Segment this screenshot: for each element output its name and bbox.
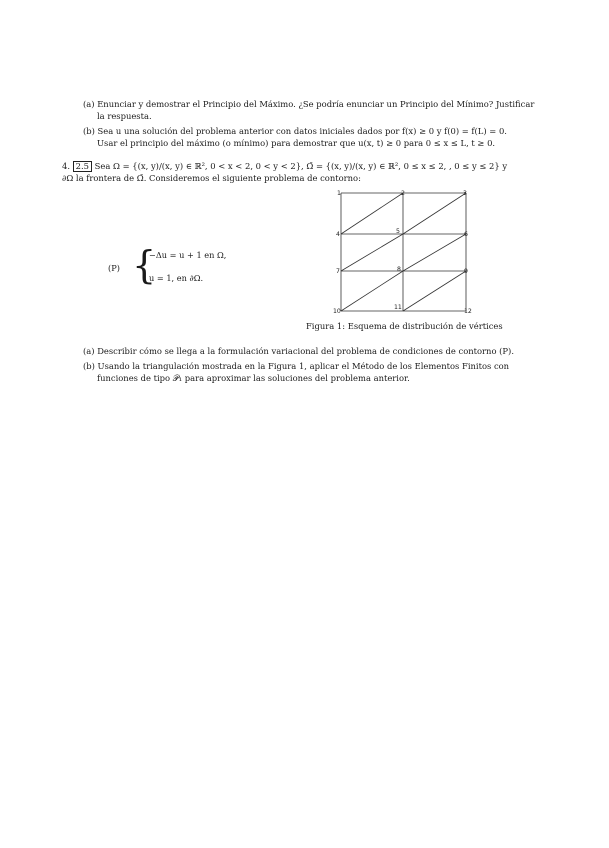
problem-4-item-b-line1: (b) Usando la triangulación mostrada en la Figura 1, aplicar el Método de los Elementos Finitos con (83, 361, 510, 371)
mesh-lines (341, 193, 466, 311)
vertex-label: 3 (463, 190, 467, 197)
mesh-line (341, 234, 403, 271)
vertex-label: 8 (397, 266, 401, 273)
problem-4-line1: Sea Ω = {(x, y)/(x, y) ∈ ℝ², 0 < x < 2, 0 < y < 2}, Ω̄ = {(x, y)/(x, y) ∈ ℝ², 0 ≤ x ≤ 2, , 0 ≤ y ≤ 2} y (94, 161, 508, 171)
problem-4-item-b-line2: funciones de tipo 𝒫₁ para aproximar las soluciones del problema anterior. (97, 373, 410, 383)
vertex-label: 9 (464, 268, 468, 275)
equation-1: −Δu = u + 1 en Ω, (149, 250, 227, 260)
vertex-label: 6 (464, 231, 468, 238)
vertex-label: 11 (394, 304, 402, 311)
mesh-line (403, 193, 466, 234)
item-b-line1: (b) Sea u una solución del problema anterior con datos iniciales dados por f(x) ≥ 0 y f(0) = f(L) = 0. (83, 126, 507, 136)
item-b-line2: Usar el principio del máximo (o mínimo) para demostrar que u(x, t) ≥ 0 para 0 ≤ x ≤ L, t ≥ 0. (97, 138, 496, 148)
item-a-line1: (a) Enunciar y demostrar el Principio del Máximo. ¿Se podría enunciar un Principio del Mínimo? Justificar (83, 99, 535, 109)
vertex-label: 12 (464, 308, 472, 315)
problem-4-line2: ∂Ω la frontera de Ω̄. Consideremos el siguiente problema de contorno: (62, 173, 361, 183)
points-box: 2.5 (73, 161, 92, 172)
mesh-line (341, 193, 403, 234)
mesh-line (403, 271, 466, 311)
system-label: (P) (108, 263, 120, 273)
vertex-label: 4 (336, 231, 340, 238)
vertex-label: 2 (401, 190, 405, 197)
equation-2: u = 1, en ∂Ω. (149, 273, 204, 283)
figure-caption: Figura 1: Esquema de distribución de vértices (306, 321, 503, 331)
vertex-label: 5 (396, 228, 400, 235)
mesh-line (403, 234, 466, 271)
problem-4-item-a: (a) Describir cómo se llega a la formulación variacional del problema de condiciones de contorno (P). (83, 346, 514, 356)
vertex-label: 7 (336, 268, 340, 275)
vertex-label: 1 (337, 190, 341, 197)
item-a-line2: la respuesta. (97, 111, 152, 121)
vertex-label: 10 (333, 308, 341, 315)
vertex-labels (333, 190, 472, 315)
system-brace: { (132, 243, 157, 287)
problem-number: 4. (62, 161, 70, 171)
